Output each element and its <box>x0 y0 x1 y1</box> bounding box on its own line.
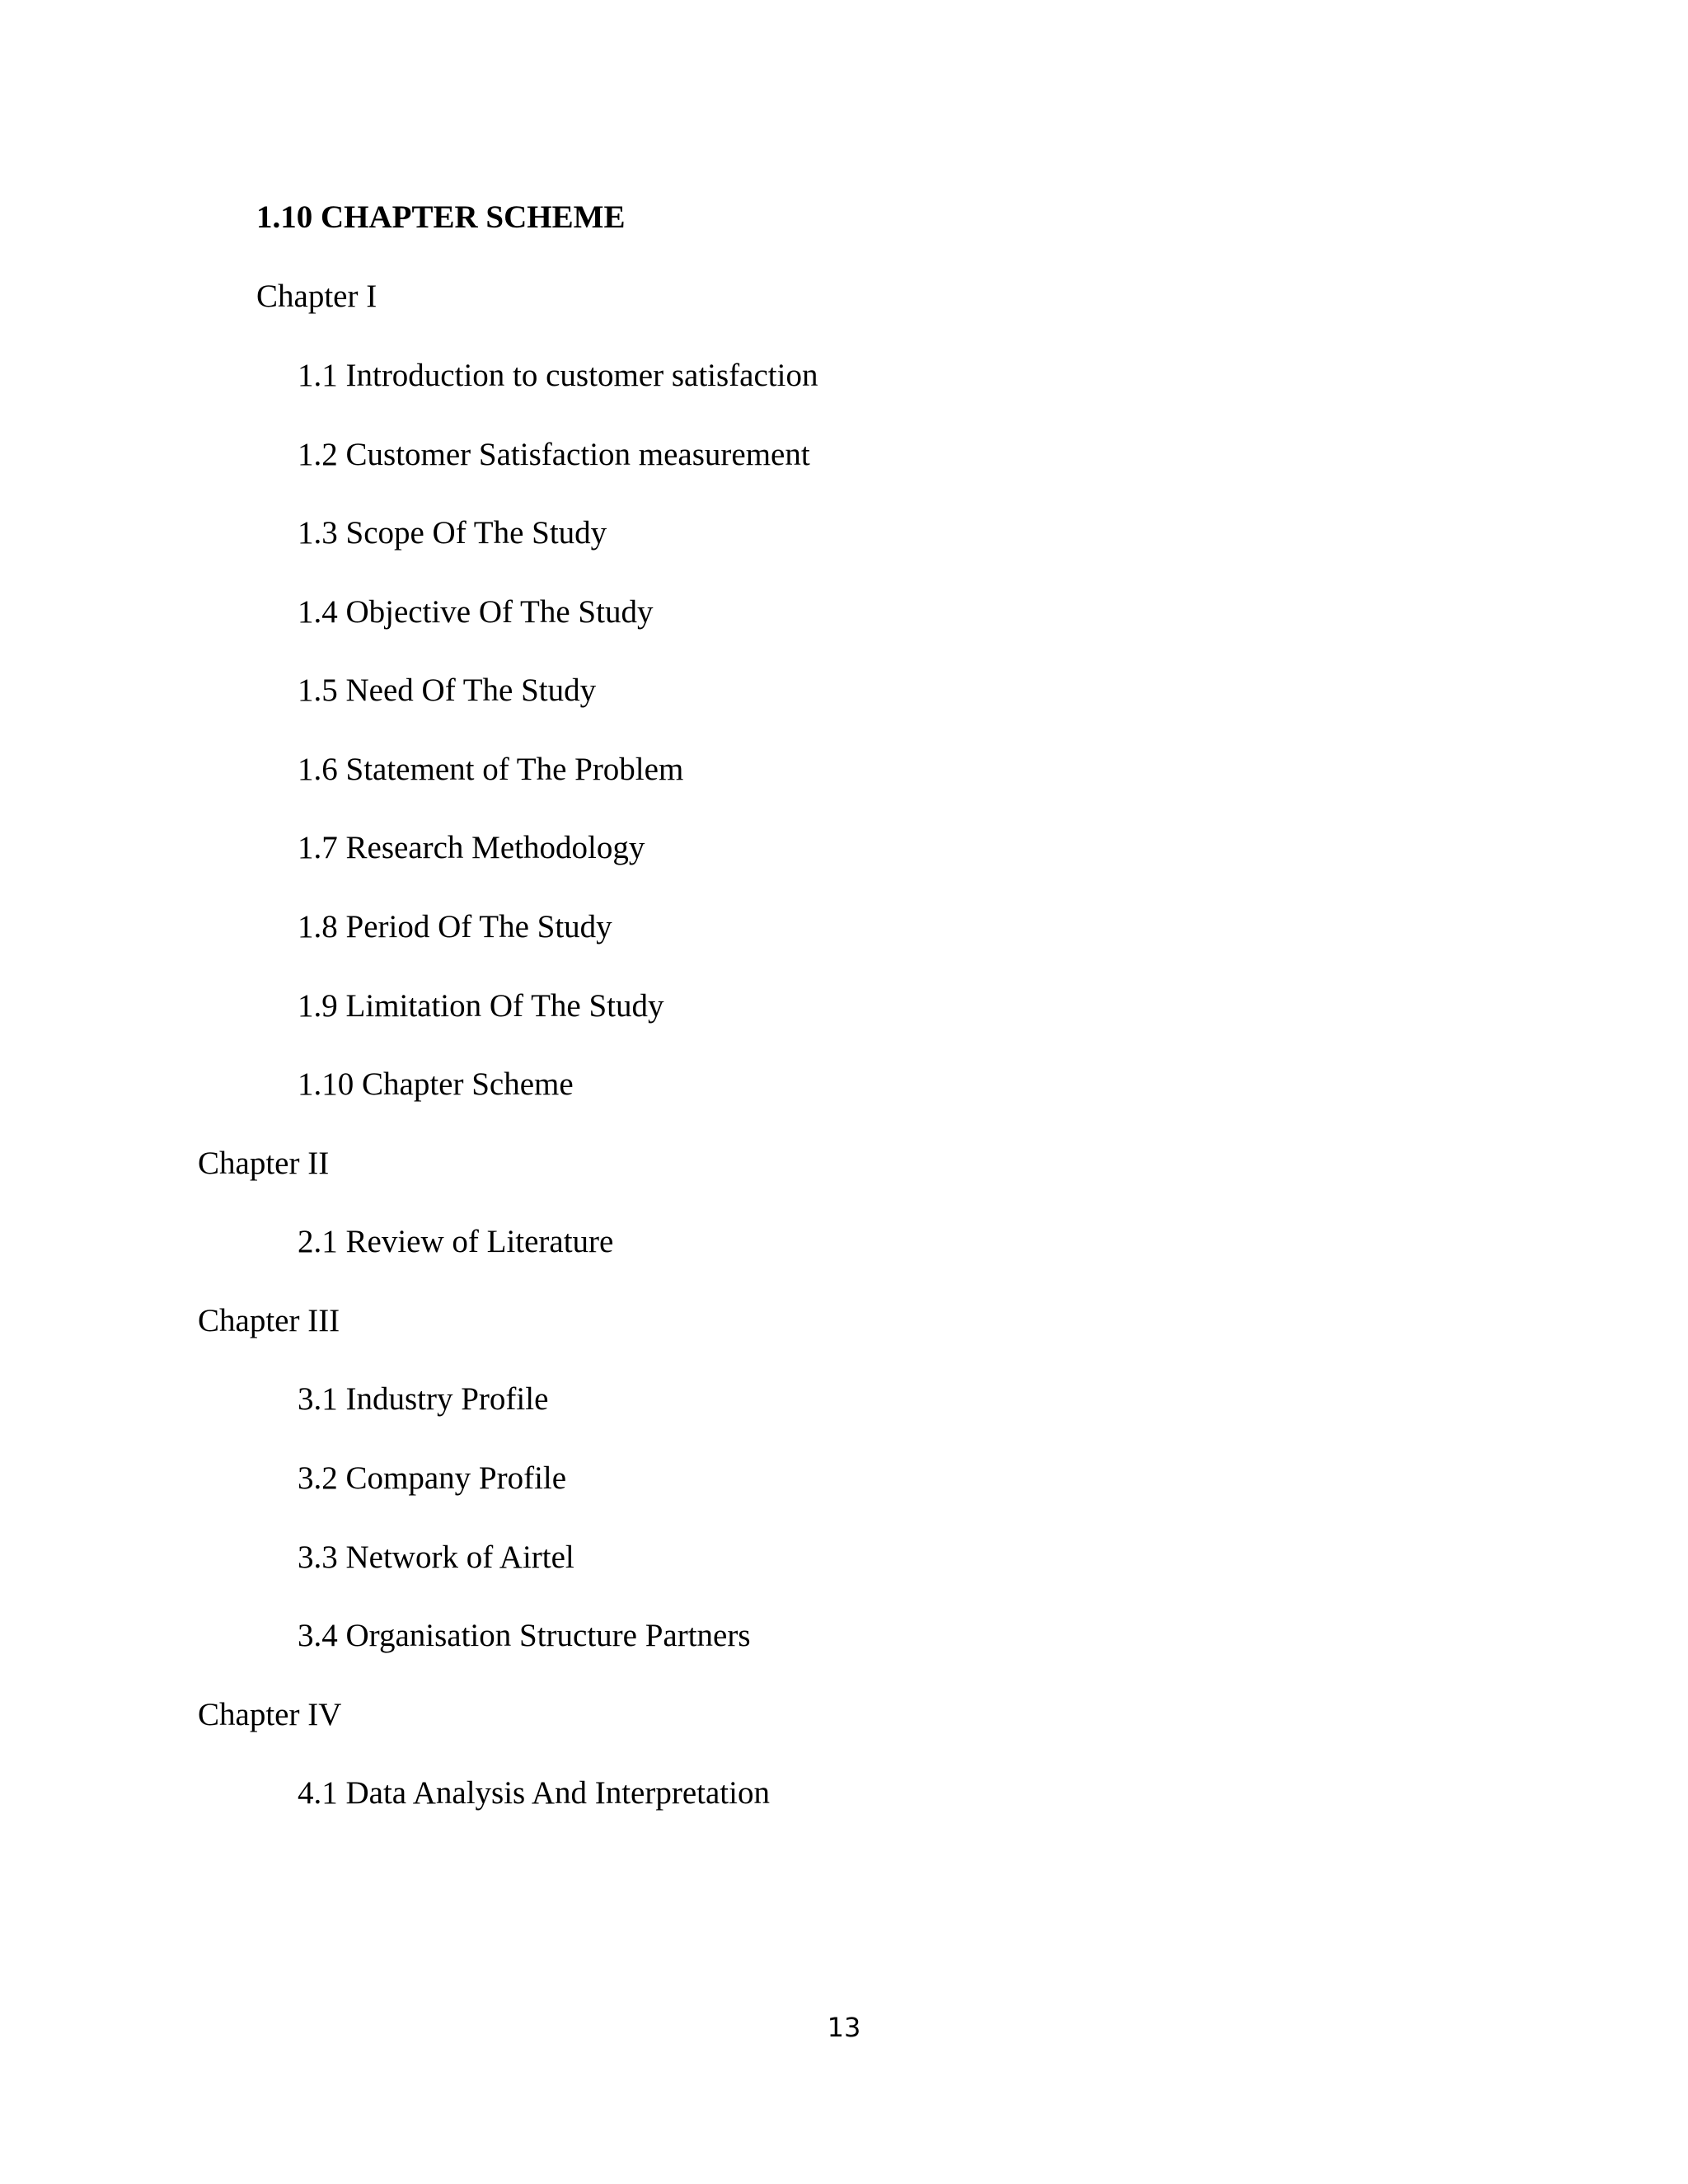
chapter-3-item: 3.1 Industry Profile <box>298 1381 549 1417</box>
chapter-4-item: 4.1 Data Analysis And Interpretation <box>298 1775 770 1811</box>
chapter-1-item: 1.9 Limitation Of The Study <box>298 988 664 1024</box>
chapter-1-item: 1.4 Objective Of The Study <box>298 594 654 630</box>
chapter-1-item: 1.7 Research Methodology <box>298 830 645 865</box>
page-number: 13 <box>827 2012 861 2043</box>
chapter-1-item: 1.6 Statement of The Problem <box>298 752 684 787</box>
chapter-1-item: 1.3 Scope Of The Study <box>298 515 607 551</box>
chapter-2-item: 2.1 Review of Literature <box>298 1224 614 1259</box>
chapter-3-item: 3.4 Organisation Structure Partners <box>298 1618 751 1653</box>
chapter-1-title: Chapter I <box>256 279 377 314</box>
chapter-1-item: 1.5 Need Of The Study <box>298 673 597 708</box>
chapter-1-item: 1.10 Chapter Scheme <box>298 1066 574 1102</box>
chapter-1-item: 1.2 Customer Satisfaction measurement <box>298 437 810 472</box>
chapter-1-item: 1.8 Period Of The Study <box>298 909 612 944</box>
chapter-3-item: 3.3 Network of Airtel <box>298 1540 574 1575</box>
chapter-3-item: 3.2 Company Profile <box>298 1460 567 1496</box>
chapter-1-item: 1.1 Introduction to customer satisfaction <box>298 358 818 393</box>
chapter-3-title: Chapter III <box>198 1303 340 1338</box>
section-heading: 1.10 CHAPTER SCHEME <box>256 199 626 235</box>
chapter-4-title: Chapter IV <box>198 1697 342 1732</box>
chapter-2-title: Chapter II <box>198 1146 330 1181</box>
